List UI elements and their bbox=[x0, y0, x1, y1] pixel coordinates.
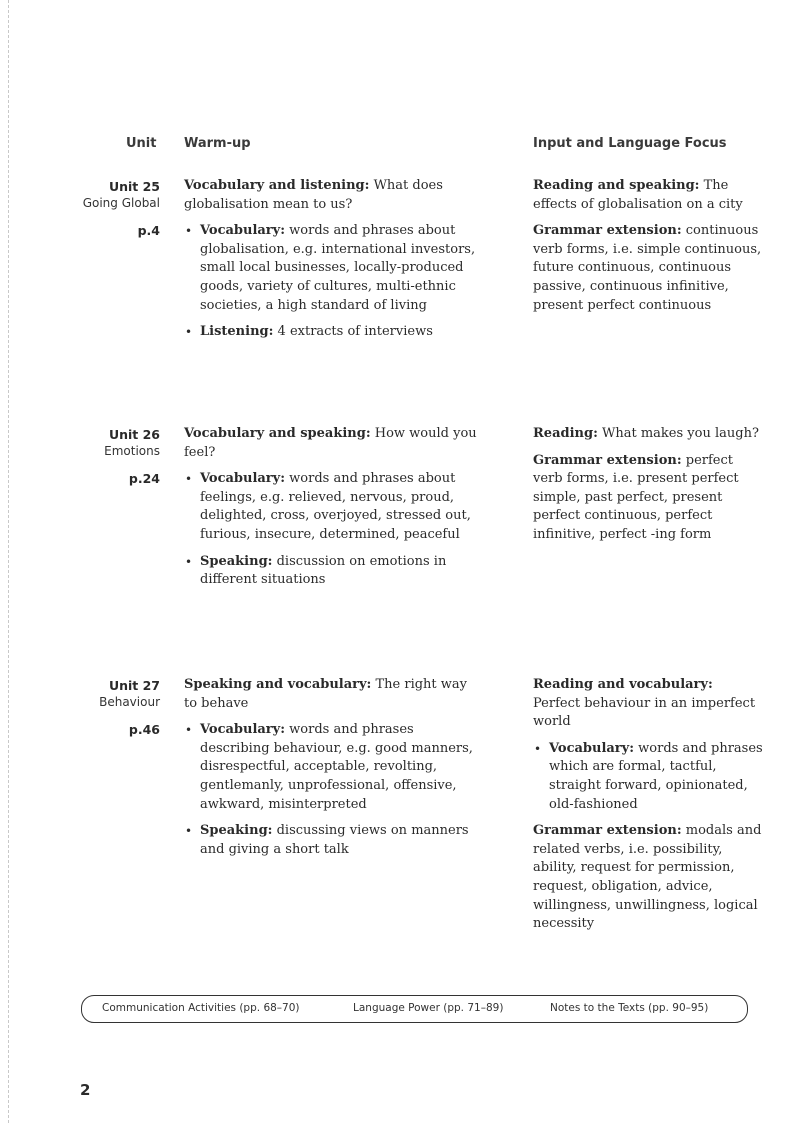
input-para bbox=[533, 676, 763, 732]
warmup-title-label: Speaking and vocabulary: bbox=[184, 677, 372, 692]
unit-26-info bbox=[70, 427, 160, 487]
unit-27-input bbox=[533, 676, 763, 942]
input-text: modals and related verbs, i.e. possibility, ability, request for permission, request, obligation, advice, willingness, unwillingness, logical necessity bbox=[533, 823, 762, 932]
bullet-label: Vocabulary: bbox=[549, 740, 635, 756]
unit-code: Unit 27 bbox=[108, 678, 160, 693]
warmup-title-text: The right way to behave bbox=[184, 677, 468, 711]
input-para bbox=[533, 822, 763, 934]
list-item bbox=[184, 721, 484, 814]
unit-name: Going Global bbox=[82, 196, 160, 210]
footer-notes-to-texts: Notes to the Texts (pp. 90–95) bbox=[550, 1002, 709, 1014]
input-text: The effects of globalisation on a city bbox=[533, 178, 743, 212]
warmup-list bbox=[184, 222, 494, 342]
unit-27-warmup bbox=[184, 676, 484, 867]
unit-27-info bbox=[70, 678, 160, 738]
input-label: Reading and vocabulary: bbox=[533, 677, 713, 692]
unit-name: Behaviour bbox=[99, 695, 160, 709]
unit-page: p.24 bbox=[128, 471, 160, 486]
input-label: Reading and speaking: bbox=[533, 178, 700, 193]
footer-communication-activities: Communication Activities (pp. 68–70) bbox=[102, 1002, 300, 1014]
list-item bbox=[184, 822, 484, 859]
header-warmup: Warm-up bbox=[184, 136, 251, 151]
warmup-title-text: What does globalisation mean to us? bbox=[184, 178, 443, 212]
bullet-text: words and phrases about feelings, e.g. relieved, nervous, proud, delighted, cross, overjoyed, stressed out, furious, insecure, determined, peaceful bbox=[200, 471, 471, 542]
input-label: Grammar extension: bbox=[533, 223, 682, 239]
input-label: Reading: bbox=[533, 426, 598, 441]
bullet-label: Speaking: bbox=[200, 823, 273, 839]
list-item bbox=[184, 470, 494, 544]
list-item bbox=[184, 553, 494, 590]
warmup-title-text: How would you feel? bbox=[184, 426, 477, 460]
warmup-list bbox=[184, 721, 484, 859]
bullet-label: Vocabulary: bbox=[200, 223, 286, 239]
warmup-title bbox=[184, 676, 484, 713]
header-unit: Unit bbox=[126, 136, 157, 151]
list-item bbox=[533, 740, 763, 814]
input-para bbox=[533, 222, 763, 315]
list-item bbox=[184, 222, 494, 315]
input-para bbox=[533, 452, 763, 545]
bullet-label: Vocabulary: bbox=[200, 471, 286, 487]
warmup-list bbox=[184, 470, 494, 590]
input-para bbox=[533, 425, 763, 444]
input-para bbox=[533, 177, 763, 214]
bullet-text: 4 extracts of interviews bbox=[273, 324, 433, 340]
warmup-title bbox=[184, 177, 494, 214]
warmup-title-label: Vocabulary and listening: bbox=[184, 178, 370, 193]
unit-26-warmup bbox=[184, 425, 494, 598]
header-input: Input and Language Focus bbox=[533, 136, 727, 151]
unit-code: Unit 25 bbox=[108, 179, 160, 194]
input-text: What makes you laugh? bbox=[597, 426, 759, 441]
input-text: continuous verb forms, i.e. simple continuous, future continuous, continuous passive, continuous infinitive, present perfect continuous bbox=[533, 223, 762, 313]
unit-25-input bbox=[533, 177, 763, 323]
unit-page: p.46 bbox=[128, 722, 160, 737]
bullet-label: Speaking: bbox=[200, 553, 273, 569]
unit-25-info bbox=[70, 179, 160, 239]
input-list bbox=[533, 740, 763, 814]
bullet-text: discussion on emotions in different situations bbox=[200, 553, 447, 588]
input-label: Grammar extension: bbox=[533, 452, 682, 468]
unit-26-input bbox=[533, 425, 763, 553]
unit-page: p.4 bbox=[137, 223, 160, 238]
bullet-text: words and phrases about globalisation, e.g. international investors, small local businesses, locally-produced goods, variety of cultures, multi-ethnic societies, a high standard of living bbox=[200, 223, 476, 313]
unit-name: Emotions bbox=[104, 444, 160, 458]
footer-bar bbox=[81, 995, 748, 1023]
warmup-title-label: Vocabulary and speaking: bbox=[184, 426, 371, 441]
unit-code: Unit 26 bbox=[108, 427, 160, 442]
bullet-text: words and phrases which are formal, tactful, straight forward, opinionated, old-fashioned bbox=[549, 740, 763, 812]
bullet-text: words and phrases describing behaviour, e.g. good manners, disrespectful, acceptable, revolting, gentlemanly, unprofessional, offensive, awkward, misinterpreted bbox=[200, 722, 473, 812]
warmup-title bbox=[184, 425, 494, 462]
bullet-label: Vocabulary: bbox=[200, 722, 286, 738]
bullet-label: Listening: bbox=[200, 324, 274, 340]
list-item bbox=[184, 323, 494, 342]
input-text: perfect verb forms, i.e. present perfect simple, past perfect, present perfect continuous, perfect infinitive, perfect -ing form bbox=[533, 452, 739, 542]
footer-language-power: Language Power (pp. 71–89) bbox=[353, 1002, 504, 1014]
input-text: Perfect behaviour in an imperfect world bbox=[533, 695, 756, 730]
scan-edge-line bbox=[8, 0, 9, 1123]
input-label: Grammar extension: bbox=[533, 823, 682, 839]
unit-25-warmup bbox=[184, 177, 494, 350]
page-number: 2 bbox=[80, 1081, 91, 1099]
bullet-text: discussing views on manners and giving a short talk bbox=[200, 823, 469, 857]
